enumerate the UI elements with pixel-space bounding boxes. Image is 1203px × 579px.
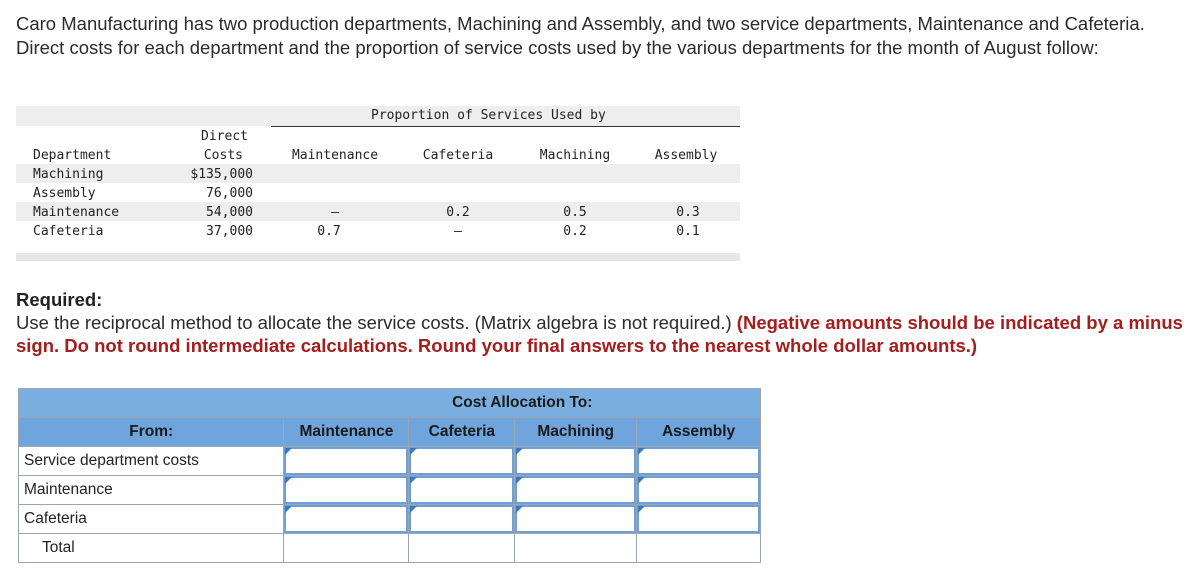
row-machining: 0.5 bbox=[563, 205, 587, 220]
cell-marker-icon bbox=[638, 448, 645, 455]
allocation-answer-table bbox=[18, 388, 761, 563]
total-machining-cell bbox=[515, 534, 637, 563]
row-department: Maintenance bbox=[33, 205, 120, 220]
cell-marker-icon bbox=[410, 506, 417, 513]
row-maintenance: — bbox=[331, 205, 339, 220]
table-row bbox=[19, 476, 761, 505]
maintenance-machining-input[interactable] bbox=[515, 476, 636, 504]
row-assembly: 0.3 bbox=[676, 205, 700, 220]
row-label-total: Total bbox=[19, 534, 284, 563]
cell-marker-icon bbox=[410, 477, 417, 484]
from-header: From: bbox=[19, 418, 284, 447]
row-assembly: 0.1 bbox=[676, 224, 700, 239]
cafeteria-assembly-input[interactable] bbox=[637, 505, 760, 533]
row-machining: 0.2 bbox=[563, 224, 587, 239]
cell-marker-icon bbox=[410, 448, 417, 455]
cost-allocation-header: Cost Allocation To: bbox=[284, 389, 761, 418]
row-cafeteria: — bbox=[454, 224, 462, 239]
cafeteria-cafeteria-input[interactable] bbox=[409, 505, 514, 533]
service-costs-cafeteria-input[interactable] bbox=[409, 447, 514, 475]
total-assembly-cell bbox=[637, 534, 761, 563]
cost-data-table bbox=[16, 106, 740, 256]
header-direct-bottom: Costs bbox=[203, 148, 243, 163]
total-cafeteria-cell bbox=[409, 534, 515, 563]
row-department: Cafeteria bbox=[33, 224, 104, 239]
service-costs-machining-input[interactable] bbox=[515, 447, 636, 475]
col-header-maintenance: Maintenance bbox=[284, 418, 409, 447]
col-header-machining: Machining bbox=[515, 418, 637, 447]
footer-band bbox=[16, 253, 740, 261]
maintenance-assembly-input[interactable] bbox=[637, 476, 760, 504]
cafeteria-machining-input[interactable] bbox=[515, 505, 636, 533]
maintenance-cafeteria-input[interactable] bbox=[409, 476, 514, 504]
row-department: Assembly bbox=[33, 186, 96, 201]
required-instruction: (Negative amounts should be indicated by a minus sign. Do not round intermediate calculations. Round your final answers to the nearest whole dollar amounts.) bbox=[16, 312, 1183, 356]
header-cafeteria: Cafeteria bbox=[422, 148, 494, 163]
table-row bbox=[19, 505, 761, 534]
cell-marker-icon bbox=[516, 477, 523, 484]
cell-marker-icon bbox=[285, 506, 292, 513]
header-assembly: Assembly bbox=[654, 148, 718, 163]
row-direct-costs: 37,000 bbox=[206, 224, 253, 239]
row-department: Machining bbox=[33, 167, 104, 182]
group-header: Proportion of Services Used by bbox=[371, 108, 606, 123]
cell-marker-icon bbox=[285, 448, 292, 455]
problem-intro: Caro Manufacturing has two production departments, Machining and Assembly, and two service departments, Maintenance and Cafeteria. Direct costs for each department and the proportion of service costs used by the various departments for the month of August follow: bbox=[16, 13, 1145, 58]
row-direct-costs: $135,000 bbox=[190, 167, 253, 182]
row-maintenance: 0.7 bbox=[317, 224, 341, 239]
required-text: Use the reciprocal method to allocate the service costs. (Matrix algebra is not required.) bbox=[16, 312, 737, 333]
row-highlight bbox=[16, 164, 740, 183]
cell-marker-icon bbox=[638, 506, 645, 513]
row-label-maintenance: Maintenance bbox=[19, 476, 284, 505]
row-label-cafeteria: Cafeteria bbox=[19, 505, 284, 534]
table-row bbox=[19, 447, 761, 476]
service-costs-assembly-input[interactable] bbox=[637, 447, 760, 475]
col-header-assembly: Assembly bbox=[637, 418, 761, 447]
row-direct-costs: 54,000 bbox=[206, 205, 253, 220]
total-maintenance-cell bbox=[284, 534, 409, 563]
header-maintenance: Maintenance bbox=[291, 148, 379, 163]
header-department: Department bbox=[33, 148, 112, 163]
row-label-service-costs: Service department costs bbox=[19, 447, 284, 476]
maintenance-maintenance-input[interactable] bbox=[284, 476, 408, 504]
service-costs-maintenance-input[interactable] bbox=[284, 447, 408, 475]
row-direct-costs: 76,000 bbox=[206, 186, 253, 201]
header-machining: Machining bbox=[539, 148, 611, 163]
required-section bbox=[16, 288, 1196, 357]
header-direct-top: Direct bbox=[201, 129, 248, 144]
cell-marker-icon bbox=[285, 477, 292, 484]
cell-marker-icon bbox=[516, 506, 523, 513]
row-cafeteria: 0.2 bbox=[446, 205, 470, 220]
header-blank-cell bbox=[19, 389, 284, 418]
table-row bbox=[19, 534, 761, 563]
group-header-rule bbox=[271, 126, 740, 127]
required-heading: Required: bbox=[16, 289, 103, 310]
col-header-cafeteria: Cafeteria bbox=[409, 418, 515, 447]
cell-marker-icon bbox=[638, 477, 645, 484]
cafeteria-maintenance-input[interactable] bbox=[284, 505, 408, 533]
cell-marker-icon bbox=[516, 448, 523, 455]
